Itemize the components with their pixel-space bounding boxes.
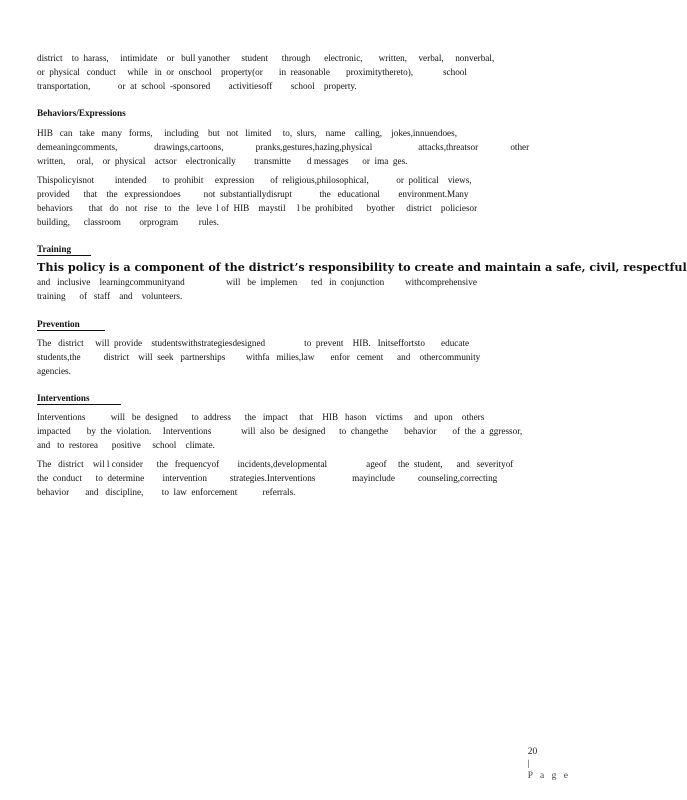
page-label: P a g e [527, 771, 571, 781]
body-text-line: and to restorea positive school climate. [37, 440, 215, 450]
body-text-line: Thispolicyisnot intended to prohibit expression of religious,philosophical, or political views, [37, 175, 472, 185]
body-text-line: district to harass, intimidate or bull yanother student through electronic, written, verbal, nonverbal, [37, 53, 495, 63]
body-text-line: HIB can take many forms, including but not limited to, slurs, name calling, jokes,innuendoes, [37, 128, 458, 138]
body-text-line: behaviors that do not rise to the leve l of HIB maystil l be prohibited byother district policiesor [37, 203, 478, 213]
body-text-line: The district will provide studentswithstrategiesdesigned to prevent HIB. Initseffortsto educate [37, 338, 470, 348]
body-text-line: provided that the expressiondoes not substantiallydisrupt the educational environment.Many [37, 189, 469, 199]
section-heading-behaviors: Behaviors/Expressions [37, 108, 126, 118]
section-heading-prevention: Prevention [37, 318, 105, 331]
body-text-line: agencies. [37, 366, 71, 376]
section-heading-interventions: Interventions [37, 392, 121, 405]
body-text-line: demeaningcomments, drawings,cartoons, pranks,gestures,hazing,physical attacks,threatsor other [37, 142, 530, 152]
body-text-line: the conduct to determine intervention strategies.Interventions mayinclude counseling,correcting [37, 473, 498, 483]
policy-statement: This policy is a component of the district’s responsibility to create and maintain a safe, civil, respectful [37, 260, 687, 274]
body-text-line: transportation, or at school -sponsored activitiesoff school property. [37, 81, 357, 91]
body-text-line: students,the district will seek partnerships withfa milies,law enfor cement and othercommunity [37, 352, 481, 362]
body-text-line: written, oral, or physical actsor electronically transmitte d messages or ima ges. [37, 156, 408, 166]
body-text-line: Interventions will be designed to address the impact that HIB hason victims and upon others [37, 412, 485, 422]
page-number: 20 [527, 747, 538, 757]
body-text-line: or physical conduct while in or onschool property(or in reasonable proximitythereto), school [37, 67, 467, 77]
body-text-line: and inclusive learningcommunityand will be implemen ted in conjunction withcomprehensive [37, 277, 477, 287]
body-text-line: training of staff and volunteers. [37, 291, 183, 301]
body-text-line: behavior and discipline, to law enforcement referrals. [37, 487, 296, 497]
section-heading-training: Training [37, 243, 91, 256]
page-footer [523, 734, 571, 782]
body-text-line: impacted by the violation. Interventions will also be designed to changethe behavior of the a ggressor, [37, 426, 523, 436]
body-text-line: The district wil l consider the frequencyof incidents,developmental ageof the student, and severityof [37, 459, 514, 469]
body-text-line: building, classroom orprogram rules. [37, 217, 219, 227]
footer-separator: | [527, 759, 531, 769]
